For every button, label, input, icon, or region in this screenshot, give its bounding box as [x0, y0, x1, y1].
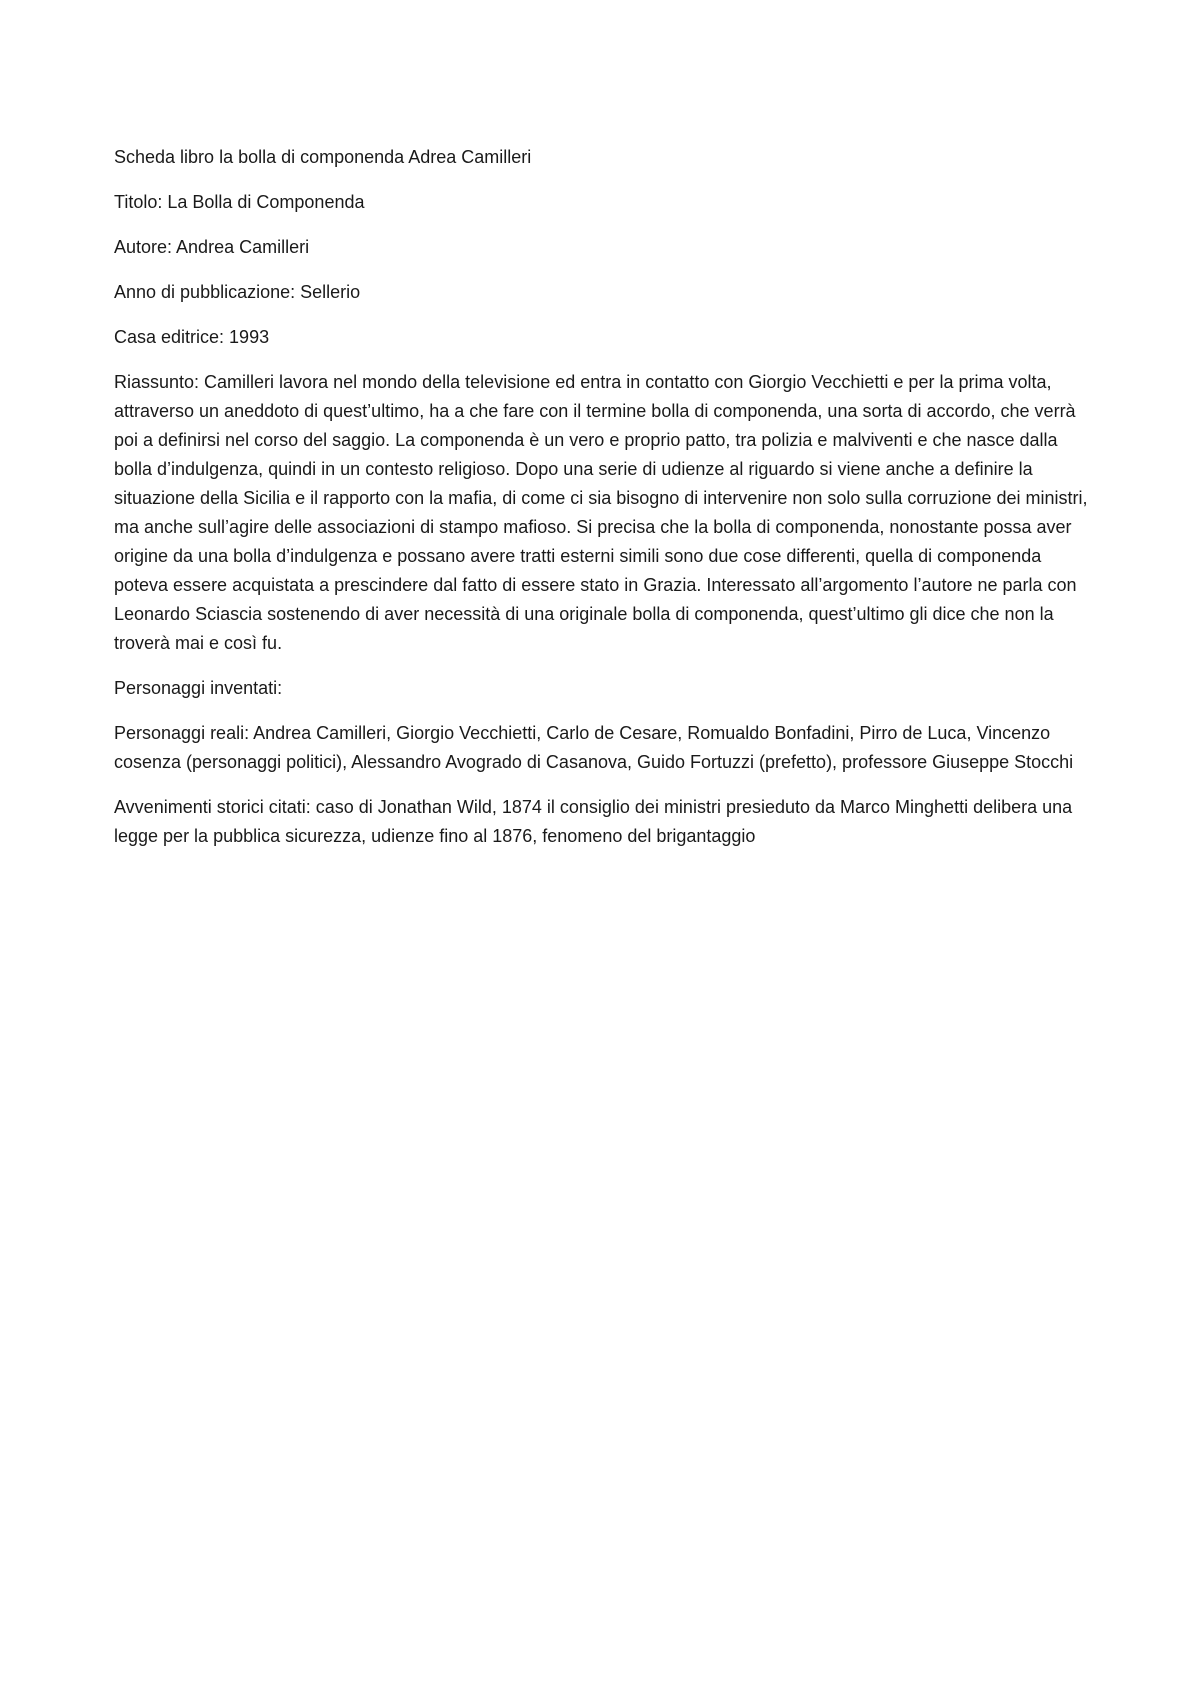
- author-line: Autore: Andrea Camilleri: [114, 237, 310, 257]
- summary-paragraph: Riassunto: Camilleri lavora nel mondo della televisione ed entra in contatto con Giorgio Vecchietti e per la prima volta, attraverso un aneddoto di quest’ultimo, ha a che fare con il termine bolla di componenda, una sorta di accordo, che verrà poi a definirsi nel corso del saggio. La componenda è un vero e proprio patto, tra polizia e malviventi e che nasce dalla bolla d’indulgenza, quindi in un contesto religioso. Dopo una serie di udienze al riguardo si viene anche a definire la situazione della Sicilia e il rapporto con la mafia, di come ci sia bisogno di intervenire non solo sulla corruzione dei ministri, ma anche sull’agire delle associazioni di stampo mafioso. Si precisa che la bolla di componenda, nonostante possa aver origine da una bolla d’indulgenza e possano avere tratti esterni simili sono due cose differenti, quella di componenda poteva essere acquistata a prescindere dal fatto di essere stato in Grazia. Interessato all’argomento l’autore ne parla con Leonardo Sciascia sostenendo di aver necessità di una originale bolla di componenda, quest’ultimo gli dice che non la troverà mai e così fu.: [114, 372, 1088, 653]
- document-body: [114, 143, 1094, 867]
- publication-year-line: Anno di pubblicazione: Sellerio: [114, 282, 361, 302]
- title-line: Titolo: La Bolla di Componenda: [114, 192, 365, 212]
- publisher-line: Casa editrice: 1993: [114, 327, 270, 347]
- historical-events-paragraph: Avvenimenti storici citati: caso di Jonathan Wild, 1874 il consiglio dei ministri presieduto da Marco Minghetti delibera una legge per la pubblica sicurezza, udienze fino al 1876, fenomeno del brigantaggio: [114, 797, 1073, 846]
- document-heading: Scheda libro la bolla di componenda Adrea Camilleri: [114, 147, 532, 167]
- invented-characters-line: Personaggi inventati:: [114, 678, 283, 698]
- real-characters-paragraph: Personaggi reali: Andrea Camilleri, Giorgio Vecchietti, Carlo de Cesare, Romualdo Bonfadini, Pirro de Luca, Vincenzo cosenza (personaggi politici), Alessandro Avogrado di Casanova, Guido Fortuzzi (prefetto), professore Giuseppe Stocchi: [114, 723, 1074, 772]
